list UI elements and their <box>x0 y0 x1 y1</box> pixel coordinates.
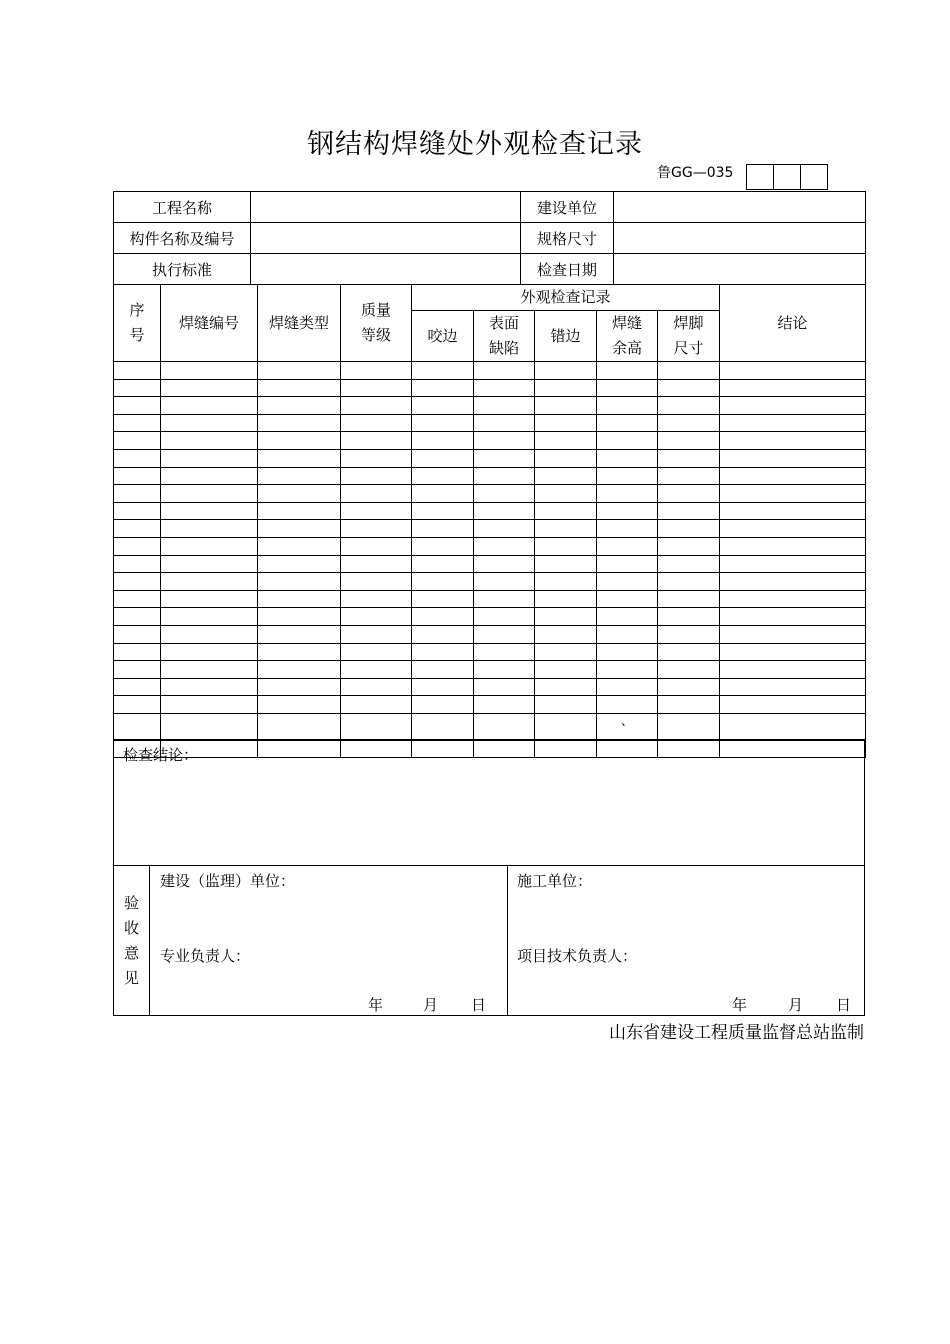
table-cell[interactable] <box>258 520 341 538</box>
table-cell[interactable] <box>720 520 866 538</box>
table-cell[interactable] <box>658 397 720 415</box>
table-cell[interactable] <box>161 573 258 591</box>
code-box[interactable] <box>800 164 828 190</box>
construction-unit-field[interactable] <box>614 192 866 223</box>
table-cell[interactable] <box>658 432 720 450</box>
table-cell[interactable] <box>258 573 341 591</box>
table-cell[interactable] <box>597 537 658 555</box>
table-cell[interactable] <box>658 678 720 696</box>
table-row <box>114 555 866 573</box>
table-cell[interactable] <box>720 414 866 432</box>
table-cell[interactable] <box>341 397 412 415</box>
table-cell[interactable] <box>412 573 474 591</box>
table-cell[interactable] <box>658 696 720 714</box>
table-row <box>114 678 866 696</box>
table-cell[interactable] <box>597 502 658 520</box>
table-cell[interactable] <box>258 643 341 661</box>
table-cell[interactable] <box>258 625 341 643</box>
table-cell[interactable] <box>341 643 412 661</box>
table-cell[interactable] <box>161 713 258 740</box>
table-cell[interactable] <box>658 555 720 573</box>
table-cell[interactable] <box>474 397 535 415</box>
table-cell[interactable] <box>114 573 161 591</box>
table-cell[interactable] <box>341 485 412 503</box>
table-cell[interactable] <box>658 485 720 503</box>
acceptance-char: 见 <box>124 969 140 987</box>
table-cell[interactable] <box>161 661 258 679</box>
table-cell[interactable] <box>161 414 258 432</box>
standard-label: 执行标准 <box>114 254 251 285</box>
table-cell[interactable] <box>535 485 597 503</box>
table-cell[interactable] <box>720 502 866 520</box>
table-cell[interactable] <box>535 432 597 450</box>
table-cell[interactable] <box>258 502 341 520</box>
table-cell[interactable] <box>658 449 720 467</box>
technical-lead-label: 项目技术负责人： <box>517 947 638 965</box>
component-field[interactable] <box>251 223 521 254</box>
inspection-conclusion[interactable] <box>113 739 865 866</box>
table-cell[interactable] <box>658 608 720 626</box>
table-cell[interactable] <box>535 661 597 679</box>
table-cell[interactable] <box>474 379 535 397</box>
table-cell[interactable] <box>720 537 866 555</box>
check-date-label: 检查日期 <box>521 254 614 285</box>
table-cell[interactable] <box>658 362 720 380</box>
table-cell[interactable] <box>341 590 412 608</box>
table-cell[interactable] <box>597 555 658 573</box>
table-cell[interactable] <box>412 713 474 740</box>
table-cell[interactable] <box>114 379 161 397</box>
table-cell[interactable] <box>412 537 474 555</box>
table-cell[interactable] <box>161 432 258 450</box>
check-date-field[interactable] <box>614 254 866 285</box>
table-cell[interactable] <box>258 379 341 397</box>
table-cell[interactable] <box>474 608 535 626</box>
weld-rows <box>114 362 866 758</box>
table-cell[interactable] <box>658 520 720 538</box>
table-cell[interactable] <box>720 696 866 714</box>
table-cell[interactable] <box>535 414 597 432</box>
table-cell[interactable] <box>535 362 597 380</box>
table-cell[interactable] <box>114 362 161 380</box>
right-month: 月 <box>788 996 804 1014</box>
weld-table <box>113 284 866 758</box>
table-cell[interactable] <box>658 379 720 397</box>
table-cell[interactable] <box>114 555 161 573</box>
table-cell[interactable] <box>535 678 597 696</box>
table-cell[interactable] <box>474 449 535 467</box>
table-cell[interactable] <box>597 467 658 485</box>
misalign-header: 错边 <box>535 311 597 362</box>
table-row <box>114 643 866 661</box>
table-cell[interactable] <box>258 432 341 450</box>
table-cell[interactable] <box>658 590 720 608</box>
table-row <box>114 379 866 397</box>
table-cell[interactable] <box>535 520 597 538</box>
table-cell[interactable] <box>597 643 658 661</box>
undercut-header: 咬边 <box>412 311 474 362</box>
table-cell[interactable] <box>474 713 535 740</box>
table-cell[interactable] <box>161 485 258 503</box>
table-cell[interactable] <box>474 555 535 573</box>
table-cell[interactable] <box>412 467 474 485</box>
table-cell[interactable] <box>412 397 474 415</box>
table-cell[interactable] <box>658 661 720 679</box>
table-cell[interactable] <box>535 573 597 591</box>
table-cell[interactable] <box>597 696 658 714</box>
table-cell[interactable] <box>341 379 412 397</box>
table-cell[interactable] <box>114 397 161 415</box>
table-cell[interactable] <box>161 379 258 397</box>
table-cell[interactable] <box>412 678 474 696</box>
table-cell[interactable] <box>597 485 658 503</box>
table-cell[interactable] <box>412 661 474 679</box>
table-cell[interactable] <box>535 397 597 415</box>
table-cell[interactable] <box>474 573 535 591</box>
table-cell[interactable] <box>474 696 535 714</box>
table-cell[interactable] <box>258 362 341 380</box>
left-month: 月 <box>423 996 439 1014</box>
table-cell[interactable] <box>114 537 161 555</box>
table-cell[interactable] <box>658 625 720 643</box>
spec-field[interactable] <box>614 223 866 254</box>
table-row <box>114 449 866 467</box>
table-cell[interactable] <box>258 485 341 503</box>
table-cell[interactable] <box>658 502 720 520</box>
table-cell[interactable] <box>597 414 658 432</box>
table-cell[interactable] <box>597 608 658 626</box>
table-cell[interactable] <box>412 449 474 467</box>
table-cell[interactable] <box>720 713 866 740</box>
table-cell[interactable] <box>474 661 535 679</box>
table-cell[interactable] <box>658 573 720 591</box>
construction-company-label: 施工单位： <box>517 872 593 890</box>
right-year: 年 <box>732 996 748 1014</box>
table-row <box>114 608 866 626</box>
table-cell[interactable] <box>341 678 412 696</box>
table-cell[interactable] <box>258 414 341 432</box>
table-cell[interactable] <box>474 643 535 661</box>
table-cell[interactable] <box>720 362 866 380</box>
table-cell[interactable] <box>535 467 597 485</box>
acceptance-char: 意 <box>124 944 140 962</box>
table-cell[interactable] <box>597 397 658 415</box>
table-cell[interactable] <box>720 379 866 397</box>
table-cell[interactable] <box>412 432 474 450</box>
table-cell[interactable] <box>412 379 474 397</box>
table-cell[interactable] <box>114 485 161 503</box>
table-cell[interactable] <box>258 537 341 555</box>
table-cell[interactable] <box>114 520 161 538</box>
table-cell[interactable] <box>535 590 597 608</box>
table-cell[interactable] <box>412 608 474 626</box>
conclusion-header: 结论 <box>720 285 866 362</box>
quality-header: 质量 等级 <box>341 285 412 362</box>
table-cell[interactable] <box>597 661 658 679</box>
table-cell[interactable] <box>114 661 161 679</box>
table-cell[interactable] <box>341 432 412 450</box>
table-cell[interactable] <box>720 449 866 467</box>
table-cell[interactable] <box>412 502 474 520</box>
table-row <box>114 432 866 450</box>
reinforcement-header: 焊缝 余高 <box>597 311 658 362</box>
seq-header: 序 号 <box>114 285 161 362</box>
table-cell[interactable] <box>114 696 161 714</box>
table-cell[interactable] <box>474 485 535 503</box>
code-box[interactable] <box>773 164 801 190</box>
table-cell[interactable] <box>258 555 341 573</box>
table-cell[interactable] <box>258 678 341 696</box>
table-cell[interactable] <box>114 449 161 467</box>
acceptance-side-label <box>114 866 150 1015</box>
table-cell[interactable] <box>597 625 658 643</box>
table-cell[interactable] <box>341 573 412 591</box>
table-cell[interactable] <box>161 467 258 485</box>
table-cell[interactable] <box>161 502 258 520</box>
table-cell[interactable] <box>161 362 258 380</box>
table-cell[interactable] <box>474 590 535 608</box>
table-cell[interactable] <box>341 449 412 467</box>
table-cell[interactable] <box>597 678 658 696</box>
table-cell[interactable] <box>161 555 258 573</box>
table-cell[interactable] <box>412 485 474 503</box>
table-cell[interactable] <box>341 713 412 740</box>
table-cell[interactable] <box>258 661 341 679</box>
footer-issuer: 山东省建设工程质量监督总站监制 <box>609 1023 864 1043</box>
table-cell[interactable] <box>341 362 412 380</box>
table-cell[interactable] <box>161 520 258 538</box>
form-code: 鲁GG—035 <box>657 165 734 181</box>
weld-no-header: 焊缝编号 <box>161 285 258 362</box>
appearance-header: 外观检查记录 <box>412 285 720 311</box>
table-cell[interactable] <box>341 661 412 679</box>
table-row <box>114 713 866 740</box>
table-cell[interactable] <box>720 467 866 485</box>
form-code-boxes <box>746 164 828 190</box>
table-cell[interactable] <box>720 608 866 626</box>
table-cell[interactable] <box>412 590 474 608</box>
table-cell[interactable] <box>720 573 866 591</box>
table-cell[interactable] <box>161 449 258 467</box>
table-cell[interactable] <box>341 537 412 555</box>
table-row <box>114 573 866 591</box>
table-cell[interactable] <box>535 696 597 714</box>
table-cell[interactable] <box>597 379 658 397</box>
table-cell[interactable] <box>258 713 341 740</box>
table-cell[interactable] <box>341 520 412 538</box>
leg-size-header: 焊脚 尺寸 <box>658 311 720 362</box>
project-name-label: 工程名称 <box>114 192 251 223</box>
table-cell[interactable] <box>114 467 161 485</box>
table-cell[interactable] <box>535 379 597 397</box>
table-cell[interactable] <box>341 696 412 714</box>
table-cell[interactable] <box>597 362 658 380</box>
table-row <box>114 362 866 380</box>
table-cell[interactable] <box>341 502 412 520</box>
table-cell[interactable] <box>658 537 720 555</box>
table-cell[interactable] <box>114 432 161 450</box>
table-cell[interactable] <box>658 467 720 485</box>
acceptance-section <box>113 865 865 1016</box>
page-title: 钢结构焊缝处外观检查记录 <box>307 129 643 160</box>
table-cell[interactable] <box>474 520 535 538</box>
table-cell[interactable] <box>535 643 597 661</box>
table-cell[interactable] <box>720 625 866 643</box>
table-row <box>114 467 866 485</box>
table-row <box>114 661 866 679</box>
table-cell[interactable] <box>658 713 720 740</box>
table-row <box>114 502 866 520</box>
table-cell[interactable] <box>597 590 658 608</box>
table-cell[interactable] <box>114 502 161 520</box>
table-cell[interactable] <box>114 678 161 696</box>
table-cell[interactable] <box>258 590 341 608</box>
table-row <box>114 414 866 432</box>
table-cell[interactable] <box>474 625 535 643</box>
table-cell[interactable] <box>535 537 597 555</box>
table-cell[interactable] <box>720 485 866 503</box>
table-cell[interactable] <box>161 537 258 555</box>
table-cell[interactable] <box>412 414 474 432</box>
table-cell[interactable] <box>720 555 866 573</box>
table-cell[interactable] <box>258 397 341 415</box>
table-cell[interactable] <box>258 696 341 714</box>
table-cell[interactable] <box>535 713 597 740</box>
table-cell[interactable] <box>161 625 258 643</box>
right-day: 日 <box>836 996 852 1014</box>
table-row <box>114 485 866 503</box>
table-cell[interactable] <box>535 608 597 626</box>
inspection-conclusion-label: 检查结论： <box>123 746 199 764</box>
table-cell[interactable] <box>535 555 597 573</box>
table-cell[interactable] <box>720 678 866 696</box>
acceptance-char: 验 <box>124 894 140 912</box>
table-cell[interactable] <box>258 449 341 467</box>
table-cell[interactable] <box>597 432 658 450</box>
table-cell[interactable] <box>720 643 866 661</box>
acceptance-char: 收 <box>124 919 140 937</box>
table-cell[interactable] <box>412 520 474 538</box>
standard-field[interactable] <box>251 254 521 285</box>
table-cell[interactable] <box>341 555 412 573</box>
table-cell[interactable] <box>720 590 866 608</box>
table-row <box>114 590 866 608</box>
table-cell[interactable] <box>720 661 866 679</box>
table-cell[interactable] <box>535 449 597 467</box>
table-cell[interactable] <box>412 643 474 661</box>
spec-label: 规格尺寸 <box>521 223 614 254</box>
table-cell[interactable] <box>474 414 535 432</box>
component-label: 构件名称及编号 <box>114 223 251 254</box>
left-day: 日 <box>471 996 487 1014</box>
table-cell[interactable] <box>720 397 866 415</box>
weld-type-header: 焊缝类型 <box>258 285 341 362</box>
left-year: 年 <box>368 996 384 1014</box>
table-cell[interactable] <box>658 414 720 432</box>
table-cell[interactable] <box>258 467 341 485</box>
table-cell[interactable] <box>161 696 258 714</box>
info-table <box>113 191 866 285</box>
table-cell[interactable] <box>258 608 341 626</box>
table-row <box>114 696 866 714</box>
stray-mark[interactable]: 、 <box>597 713 658 740</box>
table-cell[interactable] <box>114 713 161 740</box>
table-row <box>114 537 866 555</box>
table-cell[interactable] <box>474 362 535 380</box>
table-cell[interactable] <box>341 608 412 626</box>
table-row <box>114 520 866 538</box>
table-cell[interactable] <box>161 397 258 415</box>
table-cell[interactable] <box>412 555 474 573</box>
table-cell[interactable] <box>341 467 412 485</box>
table-cell[interactable] <box>474 678 535 696</box>
table-cell[interactable] <box>114 414 161 432</box>
table-cell[interactable] <box>597 573 658 591</box>
table-cell[interactable] <box>597 449 658 467</box>
acceptance-divider <box>507 866 508 1015</box>
table-cell[interactable] <box>412 625 474 643</box>
table-cell[interactable] <box>474 502 535 520</box>
table-cell[interactable] <box>474 432 535 450</box>
table-row <box>114 625 866 643</box>
table-cell[interactable] <box>535 625 597 643</box>
table-cell[interactable] <box>412 696 474 714</box>
supervision-unit-label: 建设（监理）单位： <box>160 872 296 890</box>
table-cell[interactable] <box>474 467 535 485</box>
table-cell[interactable] <box>341 414 412 432</box>
professional-lead-label: 专业负责人： <box>160 947 251 965</box>
table-cell[interactable] <box>161 678 258 696</box>
code-box[interactable] <box>746 164 774 190</box>
table-cell[interactable] <box>597 520 658 538</box>
table-cell[interactable] <box>114 643 161 661</box>
table-cell[interactable] <box>412 362 474 380</box>
table-cell[interactable] <box>720 432 866 450</box>
table-row <box>114 397 866 415</box>
table-cell[interactable] <box>114 590 161 608</box>
table-cell[interactable] <box>161 643 258 661</box>
table-cell[interactable] <box>658 643 720 661</box>
table-cell[interactable] <box>535 502 597 520</box>
table-cell[interactable] <box>161 608 258 626</box>
surface-defect-header: 表面 缺陷 <box>474 311 535 362</box>
table-cell[interactable] <box>114 608 161 626</box>
table-cell[interactable] <box>161 590 258 608</box>
table-cell[interactable] <box>114 625 161 643</box>
table-cell[interactable] <box>341 625 412 643</box>
table-cell[interactable] <box>474 537 535 555</box>
construction-unit-label: 建设单位 <box>521 192 614 223</box>
project-name-field[interactable] <box>251 192 521 223</box>
